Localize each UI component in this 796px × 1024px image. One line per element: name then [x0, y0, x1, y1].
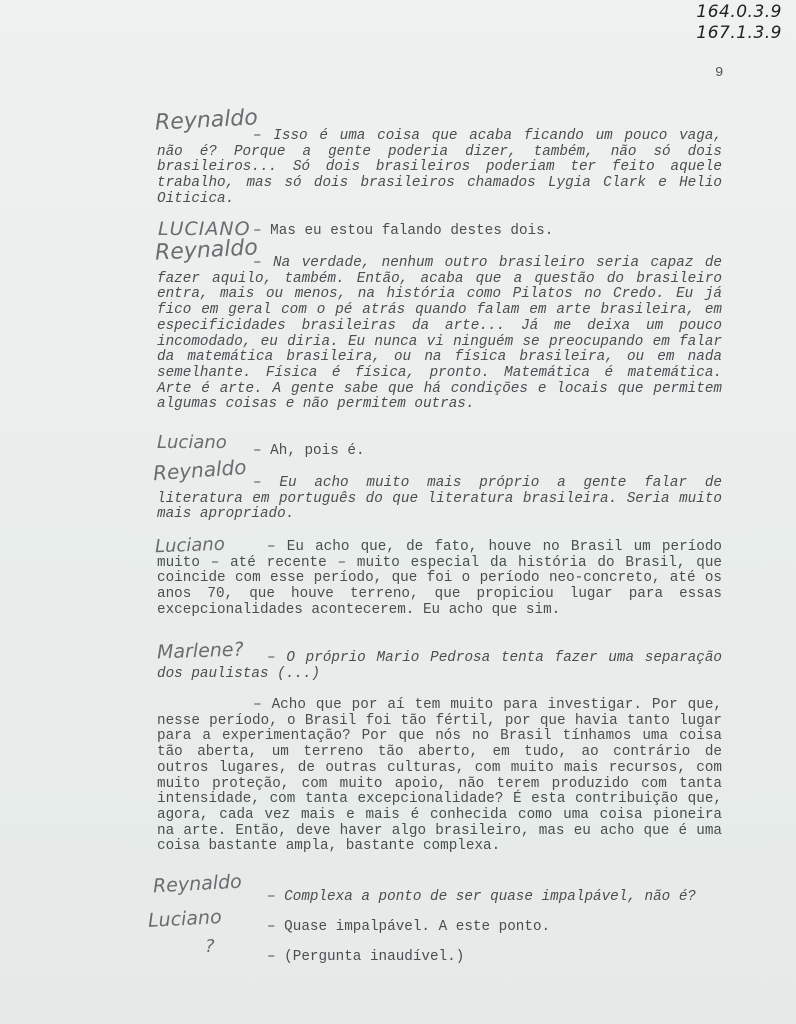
speaker-handwritten: Reynaldo — [154, 235, 259, 266]
archive-reference — [696, 2, 782, 44]
speaker-handwritten: Luciano — [147, 906, 223, 932]
speaker-handwritten: Marlene? — [156, 638, 244, 664]
speaker-handwritten: Reynaldo — [152, 454, 248, 486]
speaker-handwritten: LUCIANO — [158, 218, 251, 240]
speaker-handwritten: Luciano — [154, 533, 226, 558]
transcript-paragraph: – Eu acho muito mais próprio a gente falar de literatura em português do que literatura brasileira. Seria muito mais apropriado. — [157, 475, 722, 523]
speaker-handwritten: Reynaldo — [152, 870, 243, 898]
speaker-handwritten: Reynaldo — [154, 105, 259, 136]
transcript-paragraph: – Complexa a ponto de ser quase impalpável, não é? — [267, 889, 696, 905]
archive-reference-line: 164.0.3.9 — [696, 2, 782, 22]
transcript-paragraph: – Eu acho que, de fato, houve no Brasil um período muito – até recente – muito especial da história do Brasil, que coincide com esse período, que foi o período neo-concreto, até os anos 70, que houve terreno, que propiciou lugar para essas excepcionalidades acontecerem. Eu acho que sim. — [157, 539, 722, 618]
transcript-paragraph: – Quase impalpável. A este ponto. — [267, 919, 551, 935]
transcript-paragraph: – Mas eu estou falando destes dois. — [253, 223, 554, 239]
speaker-handwritten: Luciano — [157, 432, 227, 453]
transcript-paragraph: – Na verdade, nenhum outro brasileiro seria capaz de fazer aquilo, também. Então, acaba que a questão do brasileiro entra, mais ou menos, na história como Pilatos no Credo. Eu já fico em geral com o pé atrás quando falam em arte brasileira, em especificidades brasileiras da arte... Já me deixa um pouco incomodado, eu diria. Eu nunca vi ninguém se preocupando em falar da matemática brasileira, ou na física brasileira, ou em nada semelhante. Física é física, pronto. Matemática é matemática. Arte é arte. A gente sabe que há condições e locais que permitem algumas coisas e não permitem outras. — [157, 255, 722, 413]
transcript-paragraph: – O próprio Mario Pedrosa tenta fazer uma separação dos paulistas (...) — [157, 650, 722, 682]
transcript-paragraph: – Acho que por aí tem muito para investigar. Por que, nesse período, o Brasil foi tão fértil, por que havia tanto lugar para a experimentação? Por que nós no Brasil tínhamos uma coisa tão aberta, um terreno tão aberto, em tudo, ao contrário de outros lugares, de outras culturas, com muito mais recursos, com muito proteção, com muito apoio, não terem produzido com tanta intensidade, com tanta excepcionalidade? É esta contribuição que, agora, cada vez mais e mais é conhecida como uma coisa pioneira na arte. Então, deve haver algo brasileiro, mas eu acho que é uma coisa bastante ampla, bastante complexa. — [157, 697, 722, 855]
transcript-paragraph: – (Pergunta inaudível.) — [267, 949, 465, 965]
archive-reference-line: 167.1.3.9 — [696, 23, 782, 43]
page-number: 9 — [715, 65, 724, 81]
speaker-handwritten: ? — [205, 936, 215, 957]
transcript-paragraph: – Ah, pois é. — [253, 443, 365, 459]
transcript-paragraph: – Isso é uma coisa que acaba ficando um pouco vaga, não é? Porque a gente poderia dizer, também, não só dois brasileiros... Só dois brasileiros poderiam ter feito aquele trabalho, mas só dois brasileiros chamados Lygia Clark e Helio Oiticica. — [157, 128, 722, 207]
